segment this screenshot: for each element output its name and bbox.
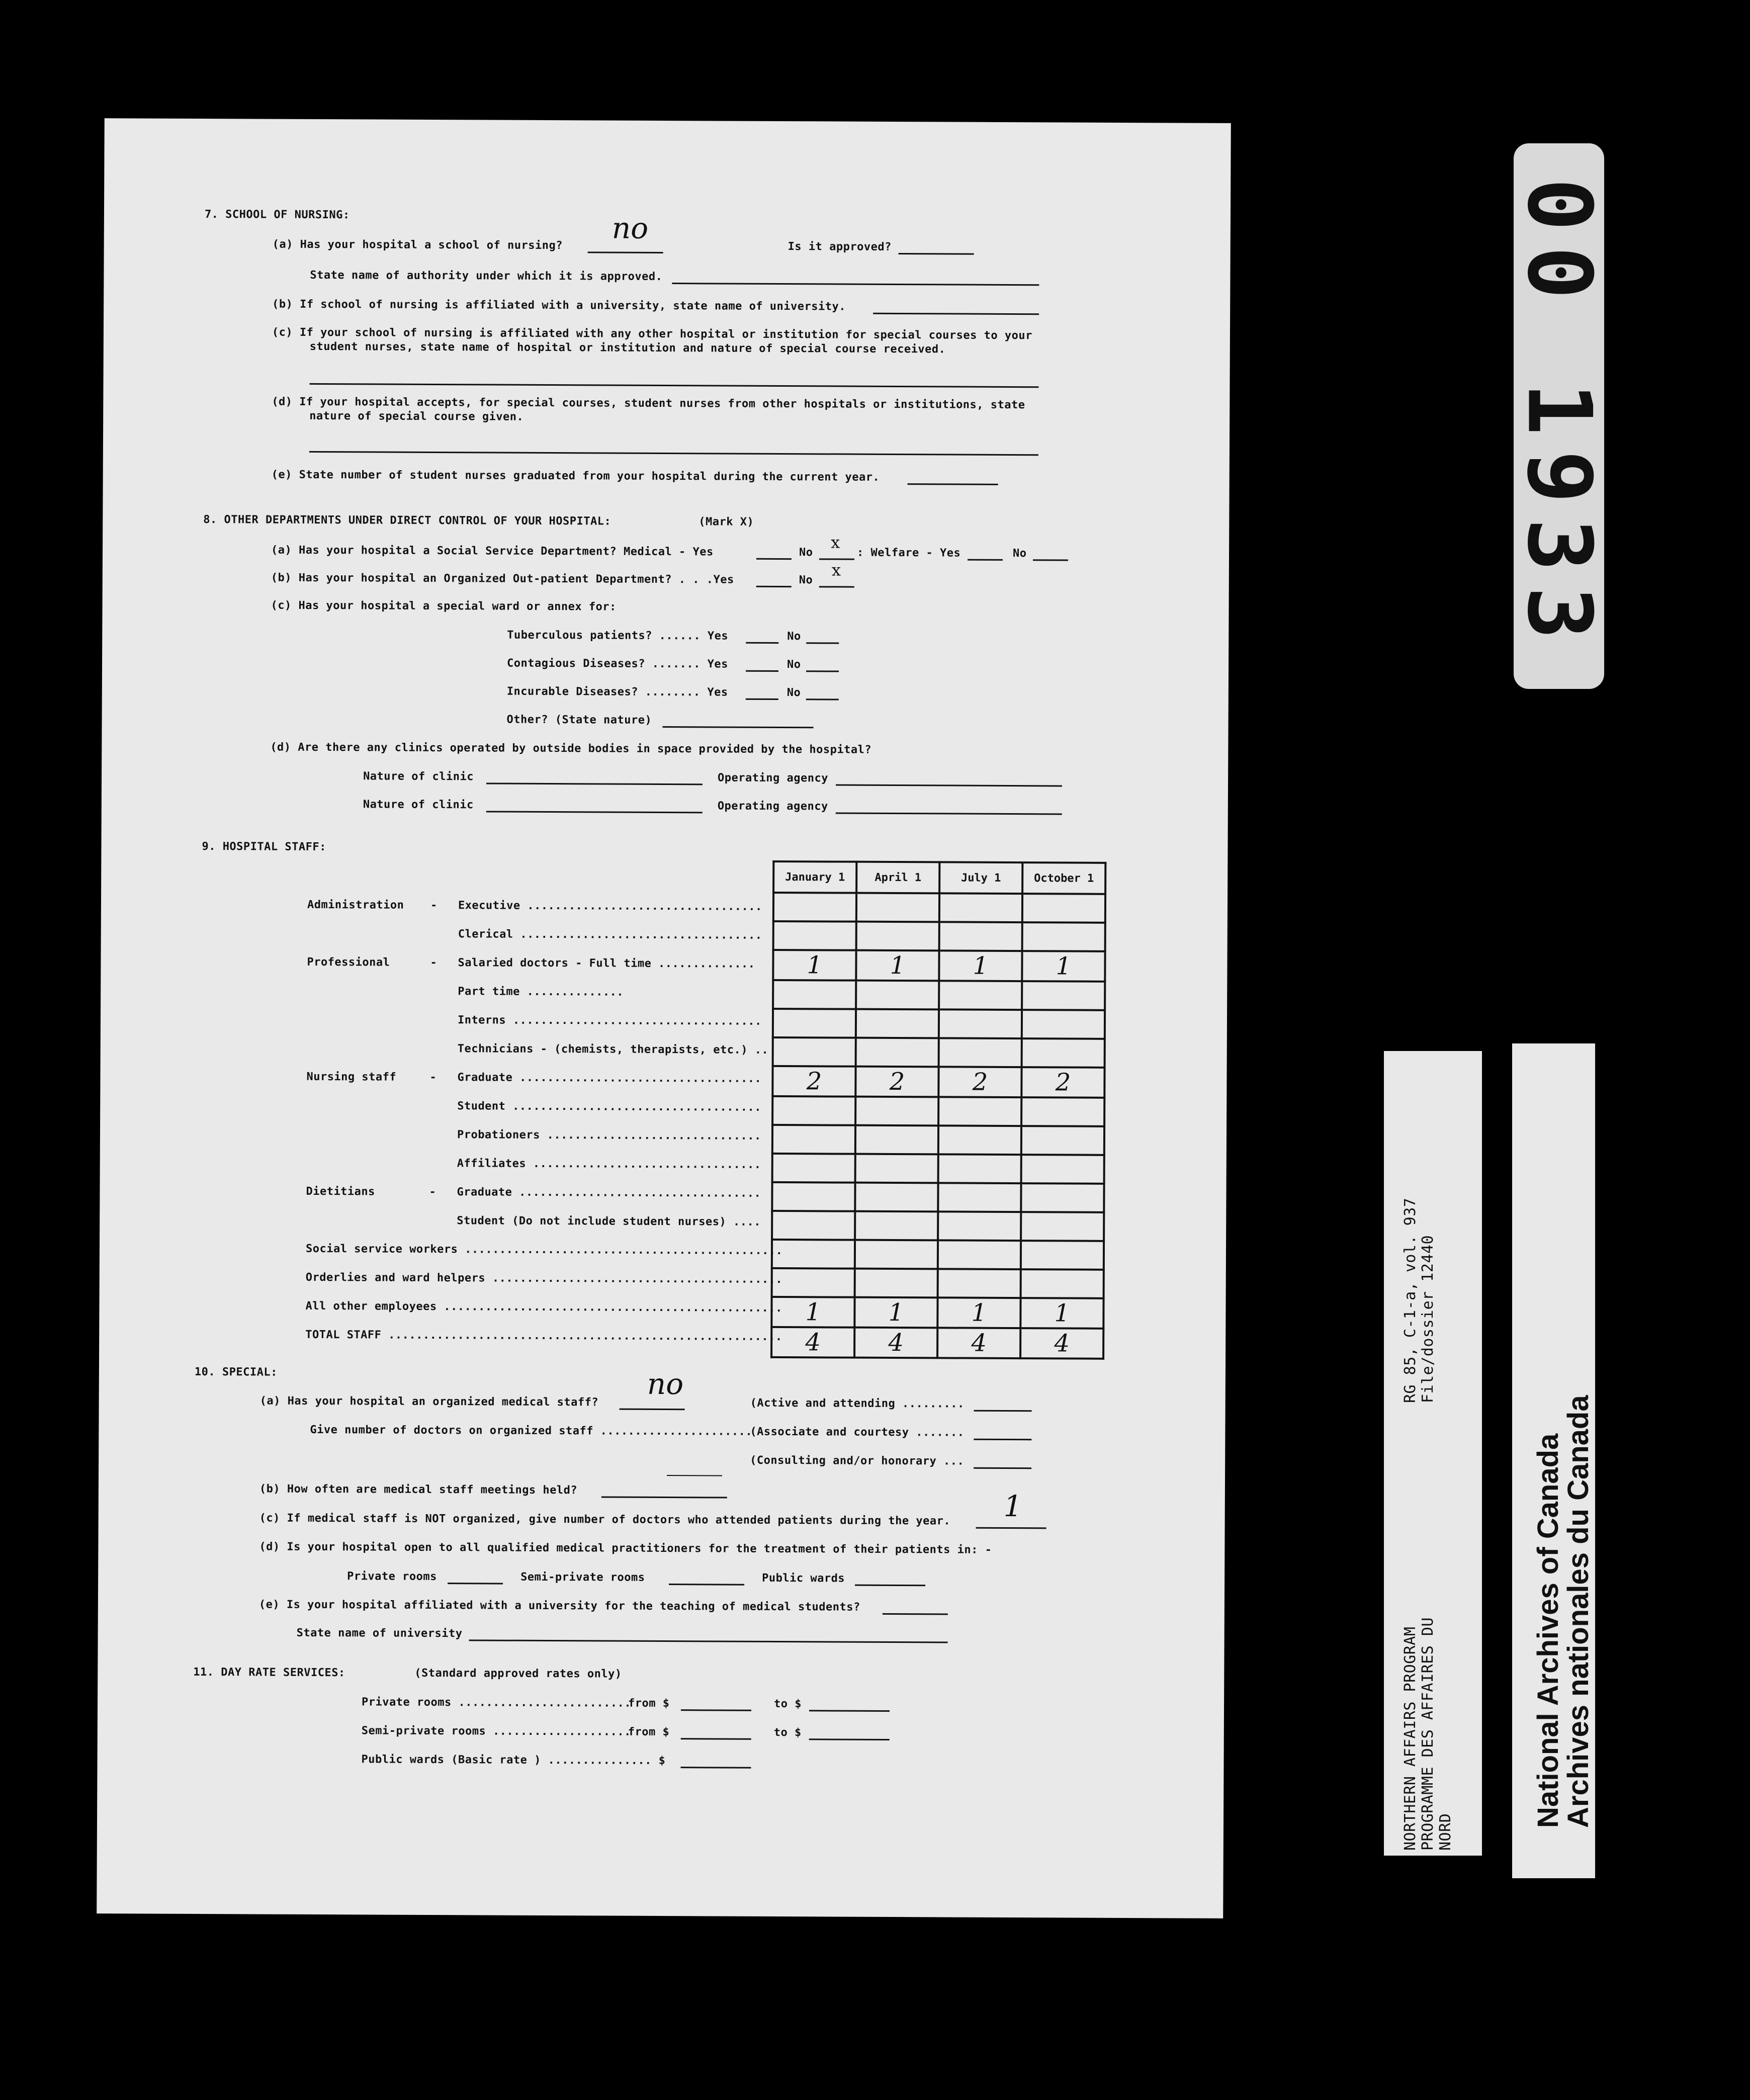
semi-private-label: Semi-private rooms — [520, 1570, 645, 1584]
ref-line-1: RG 85, C-1-a, vol. 937 — [1402, 1197, 1419, 1403]
staff-row-label: Student (Do not include student nurses) .... — [457, 1214, 761, 1229]
staff-cell — [1022, 922, 1105, 951]
staff-row — [773, 1037, 1105, 1068]
organized-staff-question: (a) Has your hospital an organized medical staff? — [259, 1394, 599, 1409]
authority-line — [672, 283, 1039, 286]
graduated-question: (e) State number of student nurses graduated from your hospital during the current year. — [271, 468, 880, 484]
frame-number: 00 1933 — [1508, 178, 1610, 655]
university-affiliation-line — [883, 1613, 948, 1615]
staff-cell — [855, 1183, 938, 1212]
clinic-nature-label-1: Nature of clinic — [363, 770, 474, 783]
staff-col-header: April 1 — [856, 862, 939, 894]
accepts-question-1: (d) If your hospital accepts, for special courses, student nurses from other hospitals or institutions, state — [272, 395, 1025, 412]
staff-cell: 1 — [856, 950, 939, 981]
staff-cell — [856, 893, 939, 922]
operating-agency-label-1: Operating agency — [718, 771, 829, 785]
staff-cell — [939, 981, 1022, 1010]
staff-cell — [938, 1183, 1021, 1212]
staff-cell — [856, 922, 939, 951]
staff-row — [772, 1125, 1104, 1155]
staff-cell: 1 — [937, 1297, 1020, 1328]
staff-cell — [856, 1038, 939, 1067]
incurable-no-label: No — [786, 686, 801, 699]
staff-row — [772, 1211, 1104, 1241]
social-welfare-label: : Welfare - Yes — [856, 546, 961, 560]
contagious-yes-line — [746, 670, 778, 672]
staff-cell — [855, 1125, 938, 1155]
staff-cell: 1 — [1020, 1298, 1103, 1329]
mark-x-note: (Mark X) — [698, 515, 754, 529]
staff-cell — [855, 1097, 938, 1126]
is-approved-line — [899, 253, 974, 255]
staff-cell — [1021, 1269, 1104, 1298]
doctors-attended-answer: 1 — [1003, 1489, 1022, 1524]
staff-table — [770, 860, 1106, 1360]
tuberculous-no-label: No — [787, 630, 801, 643]
staff-row-group: Administration — [307, 898, 404, 912]
rate-private-from-line — [681, 1709, 751, 1711]
clinic-nature-line-1 — [486, 782, 703, 785]
staff-row — [773, 893, 1105, 923]
program-line-1: NORTHERN AFFAIRS PROGRAM — [1402, 1626, 1419, 1851]
section-11-header: 11. DAY RATE SERVICES: — [193, 1666, 345, 1680]
reference-card — [1384, 1051, 1482, 1856]
staff-row-group: Orderlies and ward helpers .......................................... — [305, 1271, 783, 1286]
staff-row-group: Nursing staff — [306, 1070, 397, 1084]
staff-cell — [855, 1269, 938, 1298]
form-page — [97, 118, 1231, 1918]
staff-row-label: Technicians - (chemists, therapists, etc.) .. — [457, 1042, 769, 1057]
doctors-attended-question: (c) If medical staff is NOT organized, give number of doctors who attended patients during the year. — [259, 1512, 951, 1528]
staff-cell — [772, 1182, 855, 1211]
staff-row-group: Professional — [307, 955, 390, 969]
staff-cell: 1 — [854, 1297, 937, 1328]
staff-cell: 1 — [773, 950, 856, 981]
operating-agency-label-2: Operating agency — [717, 800, 828, 813]
organized-staff-answer: no — [647, 1366, 684, 1402]
staff-row-group: All other employees ................................................. — [305, 1299, 782, 1315]
affiliated-answer-line — [309, 383, 1038, 388]
staff-cell — [939, 1009, 1022, 1038]
private-rooms-line — [448, 1583, 503, 1584]
private-rooms-label: Private rooms — [347, 1570, 437, 1584]
staff-cell — [1022, 981, 1105, 1010]
staff-cell — [855, 1240, 938, 1269]
staff-cell: 2 — [1021, 1067, 1104, 1098]
staff-cell — [773, 921, 856, 950]
staff-cell — [939, 1038, 1022, 1067]
staff-row-label: Affiliates ................................. — [457, 1157, 761, 1171]
semi-private-line — [669, 1584, 744, 1586]
staff-cell — [772, 1154, 855, 1183]
staff-cell: 2 — [855, 1067, 938, 1097]
staff-row — [773, 921, 1105, 951]
staff-cell — [773, 1037, 856, 1067]
university-name-line — [469, 1639, 948, 1643]
open-practitioners-question: (d) Is your hospital open to all qualified medical practitioners for the treatment of their patients in: - — [259, 1540, 992, 1556]
staff-cell — [1022, 894, 1105, 923]
staff-cell — [772, 1211, 855, 1240]
social-medical-no-mark: x — [831, 533, 840, 552]
staff-row — [773, 1009, 1105, 1039]
rate-private-to: to $ — [773, 1697, 802, 1711]
outpatient-no-label: No — [799, 574, 813, 587]
operating-agency-line-2 — [836, 812, 1062, 815]
university-line — [873, 313, 1039, 315]
rate-semi-label: Semi-private rooms .................... — [361, 1724, 631, 1738]
staff-cell — [856, 1009, 939, 1038]
social-welfare-yes-line — [968, 559, 1003, 561]
incurable-label: Incurable Diseases? ........ Yes — [506, 685, 728, 699]
staff-row-label: Part time .............. — [458, 985, 624, 999]
staff-cell — [938, 1269, 1021, 1298]
university-question: (b) If school of nursing is affiliated with a university, state name of university. — [272, 298, 846, 313]
other-ward-label: Other? (State nature) — [506, 713, 652, 727]
rate-private-label: Private rooms ......................... — [362, 1696, 632, 1710]
associate-courtesy-line — [974, 1439, 1031, 1441]
meetings-line — [601, 1496, 727, 1498]
affiliated-question-2: student nurses, state name of hospital or institution and nature of special course received. — [309, 340, 946, 356]
staff-row — [772, 1240, 1104, 1270]
staff-cell: 4 — [854, 1328, 937, 1358]
rate-public-label: Public wards (Basic rate ) ............... $ — [361, 1753, 666, 1768]
is-approved-label: Is it approved? — [788, 240, 892, 253]
section-8-header: 8. OTHER DEPARTMENTS UNDER DIRECT CONTROL OF YOUR HOSPITAL: — [203, 513, 611, 528]
social-medical-yes-line — [756, 558, 792, 560]
staff-row — [772, 1096, 1104, 1126]
archives-card — [1512, 1043, 1595, 1878]
rate-public-line — [680, 1767, 751, 1769]
staff-row — [771, 1297, 1103, 1329]
staff-cell — [772, 1125, 855, 1154]
staff-row — [773, 950, 1105, 982]
staff-row-group: Social service workers .............................................. — [305, 1242, 783, 1258]
handwritten-dash — [667, 1475, 722, 1476]
staff-cell — [938, 1097, 1021, 1126]
staff-cell: 4 — [1020, 1328, 1103, 1359]
contagious-no-line — [806, 670, 839, 672]
section-10-header: 10. SPECIAL: — [194, 1365, 278, 1379]
staff-cell — [856, 981, 939, 1010]
staff-cell — [772, 1268, 855, 1297]
archives-line-2: Archives nationales du Canada — [1562, 1395, 1595, 1828]
tuberculous-no-line — [806, 642, 839, 644]
contagious-label: Contagious Diseases? ....... Yes — [507, 657, 728, 671]
staff-row-label: Student .................................... — [457, 1100, 762, 1114]
university-name-label: State name of university — [296, 1626, 463, 1640]
staff-cell — [773, 893, 856, 922]
staff-cell: 1 — [771, 1297, 854, 1328]
rate-private-from: from $ — [628, 1697, 670, 1710]
staff-cell — [855, 1154, 938, 1183]
staff-cell: 2 — [772, 1066, 855, 1097]
clinic-nature-line-2 — [486, 811, 703, 813]
doctors-attended-line — [976, 1527, 1046, 1529]
consulting-honorary-label: (Consulting and/or honorary ... — [750, 1454, 965, 1468]
accepts-answer-line — [309, 451, 1038, 456]
social-welfare-no-line — [1033, 559, 1068, 561]
contagious-no-label: No — [787, 658, 801, 671]
authority-label: State name of authority under which it is approved. — [310, 269, 663, 283]
staff-cell — [1021, 1241, 1104, 1270]
staff-col-header: October 1 — [1022, 862, 1105, 894]
rates-note: (Standard approved rates only) — [414, 1667, 622, 1681]
rate-private-to-line — [809, 1710, 890, 1712]
staff-cell — [1021, 1126, 1104, 1155]
ref-line-2: File/dossier 12440 — [1419, 1235, 1437, 1403]
staff-cell — [938, 1154, 1021, 1183]
school-of-nursing-answer-line — [588, 251, 663, 253]
staff-cell — [1021, 1212, 1104, 1241]
staff-cell — [1022, 1038, 1105, 1068]
staff-cell: 2 — [938, 1067, 1021, 1097]
staff-cell — [773, 1009, 856, 1038]
program-line-2: PROGRAMME DES AFFAIRES DU — [1419, 1617, 1437, 1851]
staff-cell — [938, 1211, 1021, 1241]
staff-row — [772, 1182, 1104, 1212]
staff-col-header: January 1 — [773, 861, 856, 893]
staff-row-label: Clerical ................................... — [458, 928, 762, 942]
public-wards-line — [855, 1585, 925, 1587]
staff-cell — [1022, 1010, 1105, 1039]
staff-row-dash: - — [430, 956, 438, 970]
staff-cell — [938, 1125, 1021, 1155]
special-ward-question: (c) Has your hospital a special ward or annex for: — [271, 599, 617, 614]
staff-row — [772, 1154, 1104, 1184]
archives-line-1: National Archives of Canada — [1532, 1433, 1564, 1828]
school-of-nursing-answer: no — [611, 211, 649, 245]
staff-row-label: Executive .................................. — [458, 899, 762, 913]
staff-cell: 1 — [1022, 951, 1105, 982]
staff-cell — [1021, 1183, 1104, 1212]
outpatient-question: (b) Has your hospital an Organized Out-patient Department? . . .Yes — [271, 571, 734, 586]
social-medical-no-label: No — [799, 546, 813, 559]
staff-cell: 4 — [937, 1328, 1020, 1358]
active-attending-label: (Active and attending ......... — [750, 1396, 965, 1411]
rate-semi-to-line — [809, 1738, 890, 1740]
staff-row-group: Dietitians — [306, 1185, 375, 1198]
social-welfare-no-label: No — [1012, 547, 1027, 560]
incurable-no-line — [806, 698, 839, 700]
staff-row-label: Salaried doctors - Full time .............. — [458, 956, 755, 971]
staff-row-label: Probationers ............................... — [457, 1128, 761, 1143]
staff-row-dash: - — [430, 899, 438, 912]
social-medical-no-line — [819, 558, 854, 560]
clinics-question: (d) Are there any clinics operated by outside bodies in space provided by the hospital? — [270, 741, 872, 756]
staff-row-group: TOTAL STAFF ......................................................... — [305, 1328, 782, 1344]
staff-row — [772, 1066, 1104, 1098]
consulting-honorary-line — [974, 1467, 1031, 1469]
staff-cell: 4 — [771, 1327, 854, 1358]
graduated-line — [908, 483, 998, 485]
staff-table-header — [773, 861, 1105, 894]
accepts-question-2: nature of special course given. — [309, 409, 524, 423]
rate-semi-from-line — [681, 1738, 751, 1740]
number-doctors-label: Give number of doctors on organized staff ...................... — [310, 1423, 753, 1438]
affiliated-question-1: (c) If your school of nursing is affiliated with any other hospital or institution for special courses to your — [272, 326, 1032, 342]
staff-row-dash: - — [429, 1071, 437, 1084]
rate-semi-from: from $ — [628, 1725, 670, 1739]
staff-row-label: Graduate ................................... — [457, 1071, 762, 1085]
staff-cell: 1 — [939, 950, 1022, 981]
other-ward-line — [663, 726, 814, 728]
social-service-question: (a) Has your hospital a Social Service Department? Medical - Yes — [271, 544, 714, 559]
active-attending-line — [974, 1410, 1032, 1412]
outpatient-no-line — [819, 586, 854, 587]
staff-cell — [1021, 1097, 1104, 1126]
staff-row-label: Interns .................................... — [457, 1014, 762, 1028]
staff-cell — [855, 1211, 938, 1241]
staff-row-dash: - — [429, 1185, 436, 1199]
staff-row — [772, 1268, 1104, 1298]
tuberculous-yes-line — [746, 642, 778, 644]
staff-col-header: July 1 — [939, 862, 1022, 894]
outpatient-no-mark: x — [831, 560, 841, 580]
staff-cell — [772, 1096, 855, 1125]
staff-row — [773, 980, 1105, 1010]
operating-agency-line-1 — [836, 784, 1062, 786]
outpatient-yes-line — [756, 586, 792, 587]
incurable-yes-line — [746, 698, 778, 700]
university-affiliation-question: (e) Is your hospital affiliated with a university for the teaching of medical students? — [258, 1598, 860, 1614]
meetings-question: (b) How often are medical staff meetings held? — [259, 1482, 578, 1497]
tuberculous-label: Tuberculous patients? ...... Yes — [507, 629, 729, 643]
public-wards-label: Public wards — [762, 1571, 845, 1585]
staff-row-label: Graduate ................................... — [457, 1186, 761, 1200]
frame-number-stamp — [1508, 143, 1610, 689]
rate-semi-to: to $ — [773, 1726, 802, 1739]
staff-cell — [938, 1240, 1021, 1269]
staff-cell — [939, 922, 1022, 951]
clinic-nature-label-2: Nature of clinic — [363, 798, 474, 812]
staff-cell — [939, 893, 1022, 922]
associate-courtesy-label: (Associate and courtesy ....... — [750, 1425, 965, 1439]
program-line-3: NORD — [1437, 1813, 1454, 1851]
section-9-header: 9. HOSPITAL STAFF: — [202, 840, 326, 854]
staff-cell — [1021, 1155, 1104, 1184]
staff-row — [771, 1327, 1103, 1359]
staff-cell — [772, 1240, 855, 1269]
organized-staff-line — [620, 1409, 685, 1411]
staff-cell — [773, 980, 856, 1009]
section-7-header: 7. SCHOOL OF NURSING: — [204, 208, 350, 222]
school-of-nursing-question: (a) Has your hospital a school of nursing? — [272, 238, 563, 252]
